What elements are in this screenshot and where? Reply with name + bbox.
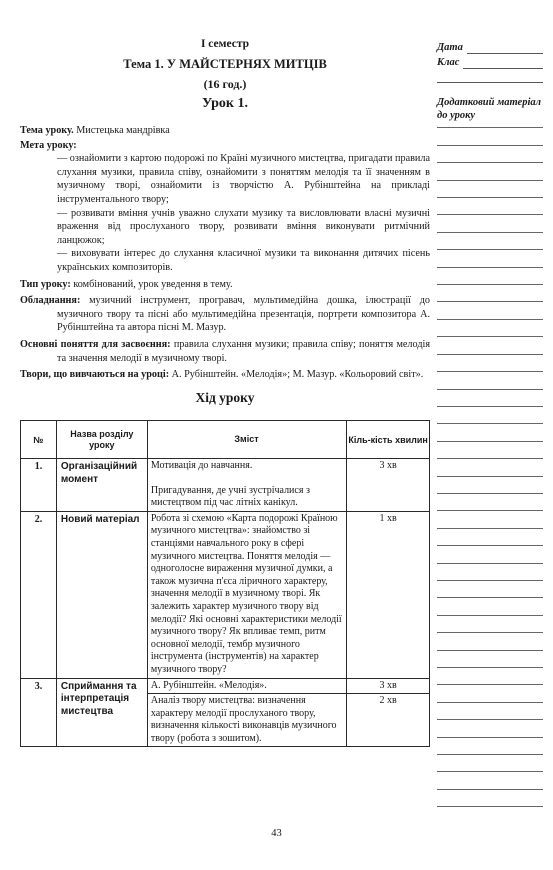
note-line <box>437 511 543 528</box>
table-row <box>21 511 430 678</box>
equipment-value: музичний інструмент, програвач, мультимедійна дошка, ілюстрації до музичного твору та пісні або мультимедійна презентація, портрети композитора А. Рубінштейна та автора пісні М. Мазур. <box>57 295 430 334</box>
row-minutes: 3 хв <box>347 459 430 512</box>
equipment <box>20 294 430 335</box>
note-line <box>437 424 543 441</box>
note-line <box>437 128 543 145</box>
sidebar-blank-line <box>437 69 543 83</box>
table-row <box>21 678 430 694</box>
row-section: Новий матеріал <box>56 511 147 678</box>
note-line <box>437 477 543 494</box>
note-line <box>437 372 543 389</box>
lesson-heading: Урок 1. <box>202 96 248 111</box>
lesson-theme-value: Мистецька мандрівка <box>76 125 170 136</box>
row-content: Робота зі схемою «Карта подорожі Країною музичного мистецтва»: знайомство зі станціями навчального року в сфері музичного мистецтва. Поняття мелодія — одноголосне вираження музичної думки, а також музична п'єса ліричного характеру, значення мелодії в музичному творі. Як залежить характер музичного твору від мелодії? Які основні характеристики мелодії музичного твору? Як впливає темп, ритм основної мелодії, тембр музичного інструмента (інструментів) на характер музичного твору? <box>147 511 346 678</box>
class-label: Клас <box>437 57 460 68</box>
note-line <box>437 198 543 215</box>
row-minutes: 3 хв <box>347 678 430 694</box>
lesson-theme-label: Тема уроку. <box>20 125 74 136</box>
note-line <box>437 633 543 650</box>
page-number: 43 <box>271 828 282 839</box>
lesson-table <box>20 420 430 747</box>
note-line <box>437 546 543 563</box>
row-content: Аналіз твору мистецтва: визначення характеру мелодії прослуханого твору, визначення кількості виконавців музичного твору (робота з зошитом). <box>147 694 346 747</box>
note-line <box>437 459 543 476</box>
works-label: Твори, що вивчаються на уроці: <box>20 369 170 381</box>
col-header-number: № <box>21 421 57 459</box>
note-line <box>437 685 543 702</box>
note-line <box>437 163 543 180</box>
note-line <box>437 337 543 354</box>
row-minutes: 1 хв <box>347 511 430 678</box>
note-line <box>437 442 543 459</box>
note-line <box>437 720 543 737</box>
note-line <box>437 181 543 198</box>
notes-lines <box>437 111 543 807</box>
col-header-minutes: Кіль-кість хвилин <box>347 421 430 459</box>
course-title: Хід уроку <box>195 389 255 405</box>
equipment-label: Обладнання: <box>20 295 81 307</box>
row-content <box>147 459 346 512</box>
row-section: Сприймання та інтерпретація мистецтва <box>56 678 147 747</box>
col-header-section: Назва розділу уроку <box>56 421 147 459</box>
lesson-type <box>20 278 430 292</box>
note-line <box>437 651 543 668</box>
goal-item-1: — ознайомити з картою подорожі по Країні музичного мистецтва, пригадати правила слухання музики, правила співу, ознайомити з поняттям мелодія та її значенням в музичному творі, ознайомити із творчістю А. Рубінштейна на прикладі інструментального твору; <box>57 153 430 205</box>
semester-heading: І семестр <box>200 38 250 50</box>
concepts-value: правила слухання музики; правила співу; поняття мелодія та значення мелодії в музичному творі. <box>57 338 431 364</box>
note-line <box>437 529 543 546</box>
note-line <box>437 790 543 807</box>
date-label: Дата <box>437 42 463 53</box>
content-line: Пригадування, де учні зустрічалися з мистецтвом під час літніх канікул. <box>150 484 310 509</box>
col-header-content: Зміст <box>147 421 346 459</box>
note-line <box>437 111 543 128</box>
lesson-type-label: Тип уроку: <box>20 278 71 290</box>
note-line <box>437 285 543 302</box>
goal-item-3: — виховувати інтерес до слухання класичної музики та виконання дитячих пісень українських композиторів. <box>57 248 430 273</box>
note-line <box>437 302 543 319</box>
note-line <box>437 598 543 615</box>
works-value: А. Рубінштейн. «Мелодія»; М. Мазур. «Кольоровий світ». <box>171 369 424 381</box>
row-minutes: 2 хв <box>347 694 430 747</box>
table-row <box>21 459 430 512</box>
goal-label: Мета уроку: <box>20 139 77 151</box>
note-line <box>437 581 543 598</box>
row-section: Організаційний момент <box>56 459 147 512</box>
note-line <box>437 703 543 720</box>
sidebar-note-label: Додатковий матеріал до уроку <box>437 97 542 121</box>
note-line <box>437 250 543 267</box>
note-line <box>437 616 543 633</box>
goal-item-2: — розвивати вміння учнів уважно слухати музику та висловлювати власні музичні враження від прослуханого твору, розвивати вміння виконувати ритмічний ланцюжок; <box>57 207 430 246</box>
class-field <box>437 54 543 69</box>
note-line <box>437 494 543 511</box>
hours-heading: (16 год.) <box>203 77 247 91</box>
note-line <box>437 564 543 581</box>
note-line <box>437 755 543 772</box>
content-line: Мотивація до навчання. <box>150 460 253 471</box>
note-line <box>437 320 543 337</box>
works <box>20 368 430 382</box>
lesson-type-value: комбінований, урок уведення в тему. <box>73 278 233 290</box>
lesson-theme <box>20 124 430 138</box>
note-line <box>437 355 543 372</box>
note-line <box>437 772 543 789</box>
note-line <box>437 268 543 285</box>
note-line <box>437 233 543 250</box>
note-line <box>437 738 543 755</box>
note-line <box>437 146 543 163</box>
table-header-row <box>21 421 430 459</box>
concepts-label: Основні поняття для засвоєння: <box>20 338 171 350</box>
row-content: А. Рубінштейн. «Мелодія». <box>147 678 346 694</box>
row-number: 2. <box>21 511 57 678</box>
concepts <box>20 338 430 365</box>
note-line <box>437 668 543 685</box>
date-field <box>437 39 543 54</box>
note-line <box>437 215 543 232</box>
note-line <box>437 407 543 424</box>
row-number: 1. <box>21 459 57 512</box>
sidebar <box>437 39 543 122</box>
row-number: 3. <box>21 678 57 747</box>
note-line <box>437 390 543 407</box>
topic-heading: Тема 1. У МАЙСТЕРНЯХ МИТЦІВ <box>123 57 327 71</box>
lesson-plan-body <box>20 38 430 406</box>
